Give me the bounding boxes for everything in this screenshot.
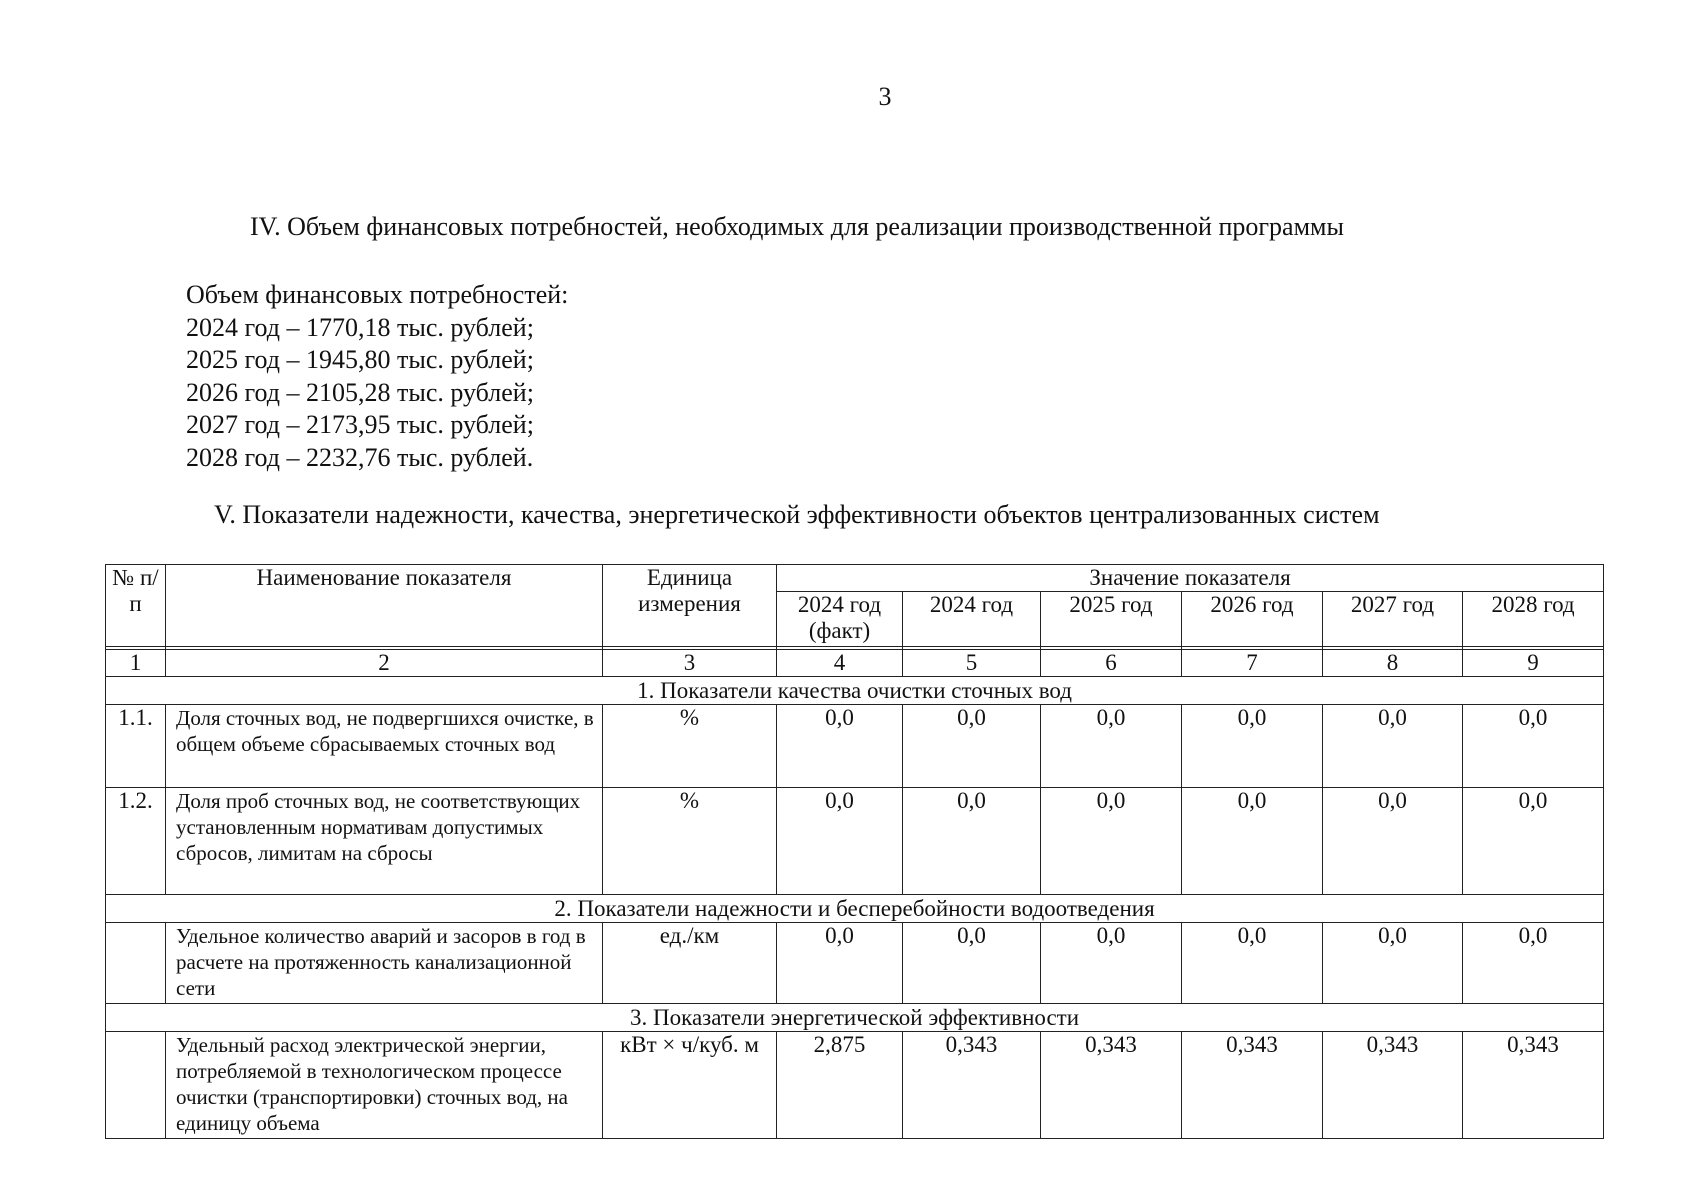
indicator-value: 0,343 xyxy=(1463,1032,1604,1139)
header-num: № п/п xyxy=(106,565,166,647)
indicator-value: 0,0 xyxy=(1041,923,1182,1004)
indicator-value: 0,0 xyxy=(1323,923,1463,1004)
header-year: 2024 год (факт) xyxy=(777,592,903,647)
table-row xyxy=(106,705,1604,788)
indicator-value: 0,343 xyxy=(1182,1032,1323,1139)
section-title: 3. Показатели энергетической эффективности xyxy=(106,1004,1604,1032)
section-v-heading: V. Показатели надежности, качества, энергетической эффективности объектов централизованных систем xyxy=(214,500,1380,529)
column-number: 2 xyxy=(166,650,603,677)
indicators-table xyxy=(105,564,1604,1139)
indicator-value: 0,343 xyxy=(903,1032,1041,1139)
header-unit: Единица измерения xyxy=(603,565,777,647)
column-number: 4 xyxy=(777,650,903,677)
indicator-value: 0,0 xyxy=(1323,705,1463,788)
financial-needs-block xyxy=(186,279,568,474)
indicator-value: 0,0 xyxy=(1323,788,1463,895)
header-year: 2024 год xyxy=(903,592,1041,647)
row-num: 1.1. xyxy=(106,705,166,788)
column-number: 1 xyxy=(106,650,166,677)
indicator-name: Удельное количество аварий и засоров в год в расчете на протяженность канализационной сети xyxy=(166,923,603,1004)
indicator-value: 0,0 xyxy=(903,705,1041,788)
indicator-name: Доля сточных вод, не подвергшихся очистке, в общем объеме сбрасываемых сточных вод xyxy=(166,705,603,788)
column-numbers-row xyxy=(106,650,1604,677)
financial-needs-2026: 2026 год – 2105,28 тыс. рублей; xyxy=(186,377,534,407)
indicator-value: 0,0 xyxy=(1182,788,1323,895)
header-name: Наименование показателя xyxy=(166,565,603,647)
table-row xyxy=(106,1032,1604,1139)
table-header-row xyxy=(106,565,1604,592)
section-title: 2. Показатели надежности и бесперебойности водоотведения xyxy=(106,895,1604,923)
indicator-value: 0,0 xyxy=(1463,788,1604,895)
header-year: 2025 год xyxy=(1041,592,1182,647)
financial-needs-2027: 2027 год – 2173,95 тыс. рублей; xyxy=(186,410,534,439)
column-number: 8 xyxy=(1323,650,1463,677)
row-num xyxy=(106,1032,166,1139)
indicator-unit: % xyxy=(603,705,777,788)
indicator-name: Доля проб сточных вод, не соответствующих установленным нормативам допустимых сбросов, лимитам на сбросы xyxy=(166,788,603,895)
indicator-name: Удельный расход электрической энергии, потребляемой в технологическом процессе очистки (транспортировки) сточных вод, на единицу объема xyxy=(166,1032,603,1139)
indicator-value: 0,0 xyxy=(1463,705,1604,788)
section-row xyxy=(106,677,1604,705)
table-row xyxy=(106,923,1604,1004)
header-value-group: Значение показателя xyxy=(777,565,1604,592)
indicator-value: 0,0 xyxy=(1182,705,1323,788)
table-row xyxy=(106,788,1604,895)
indicator-value: 0,0 xyxy=(1463,923,1604,1004)
column-number: 5 xyxy=(903,650,1041,677)
indicator-value: 2,875 xyxy=(777,1032,903,1139)
section-title: 1. Показатели качества очистки сточных вод xyxy=(106,677,1604,705)
column-number: 9 xyxy=(1463,650,1604,677)
indicator-value: 0,343 xyxy=(1041,1032,1182,1139)
indicator-unit: кВт × ч/куб. м xyxy=(603,1032,777,1139)
indicator-value: 0,0 xyxy=(1182,923,1323,1004)
row-num: 1.2. xyxy=(106,788,166,895)
column-number: 7 xyxy=(1182,650,1323,677)
indicator-value: 0,0 xyxy=(1041,788,1182,895)
section-row xyxy=(106,1004,1604,1032)
section-iv-heading: IV. Объем финансовых потребностей, необходимых для реализации производственной программы xyxy=(250,212,1344,241)
indicator-value: 0,0 xyxy=(777,923,903,1004)
header-year: 2026 год xyxy=(1182,592,1323,647)
indicator-value: 0,0 xyxy=(903,788,1041,895)
section-row xyxy=(106,895,1604,923)
indicator-value: 0,0 xyxy=(777,788,903,895)
column-number: 6 xyxy=(1041,650,1182,677)
header-year: 2028 год xyxy=(1463,592,1604,647)
financial-needs-intro: Объем финансовых потребностей: xyxy=(186,280,569,309)
page-number: 3 xyxy=(878,82,892,111)
financial-needs-2028: 2028 год – 2232,76 тыс. рублей. xyxy=(186,442,534,472)
financial-needs-2024: 2024 год – 1770,18 тыс. рублей; xyxy=(186,312,534,342)
column-number: 3 xyxy=(603,650,777,677)
indicator-unit: ед./км xyxy=(603,923,777,1004)
indicator-value: 0,0 xyxy=(1041,705,1182,788)
indicator-value: 0,0 xyxy=(903,923,1041,1004)
indicator-value: 0,0 xyxy=(777,705,903,788)
header-year: 2027 год xyxy=(1323,592,1463,647)
financial-needs-2025: 2025 год – 1945,80 тыс. рублей; xyxy=(186,345,534,374)
indicator-value: 0,343 xyxy=(1323,1032,1463,1139)
indicator-unit: % xyxy=(603,788,777,895)
row-num xyxy=(106,923,166,1004)
